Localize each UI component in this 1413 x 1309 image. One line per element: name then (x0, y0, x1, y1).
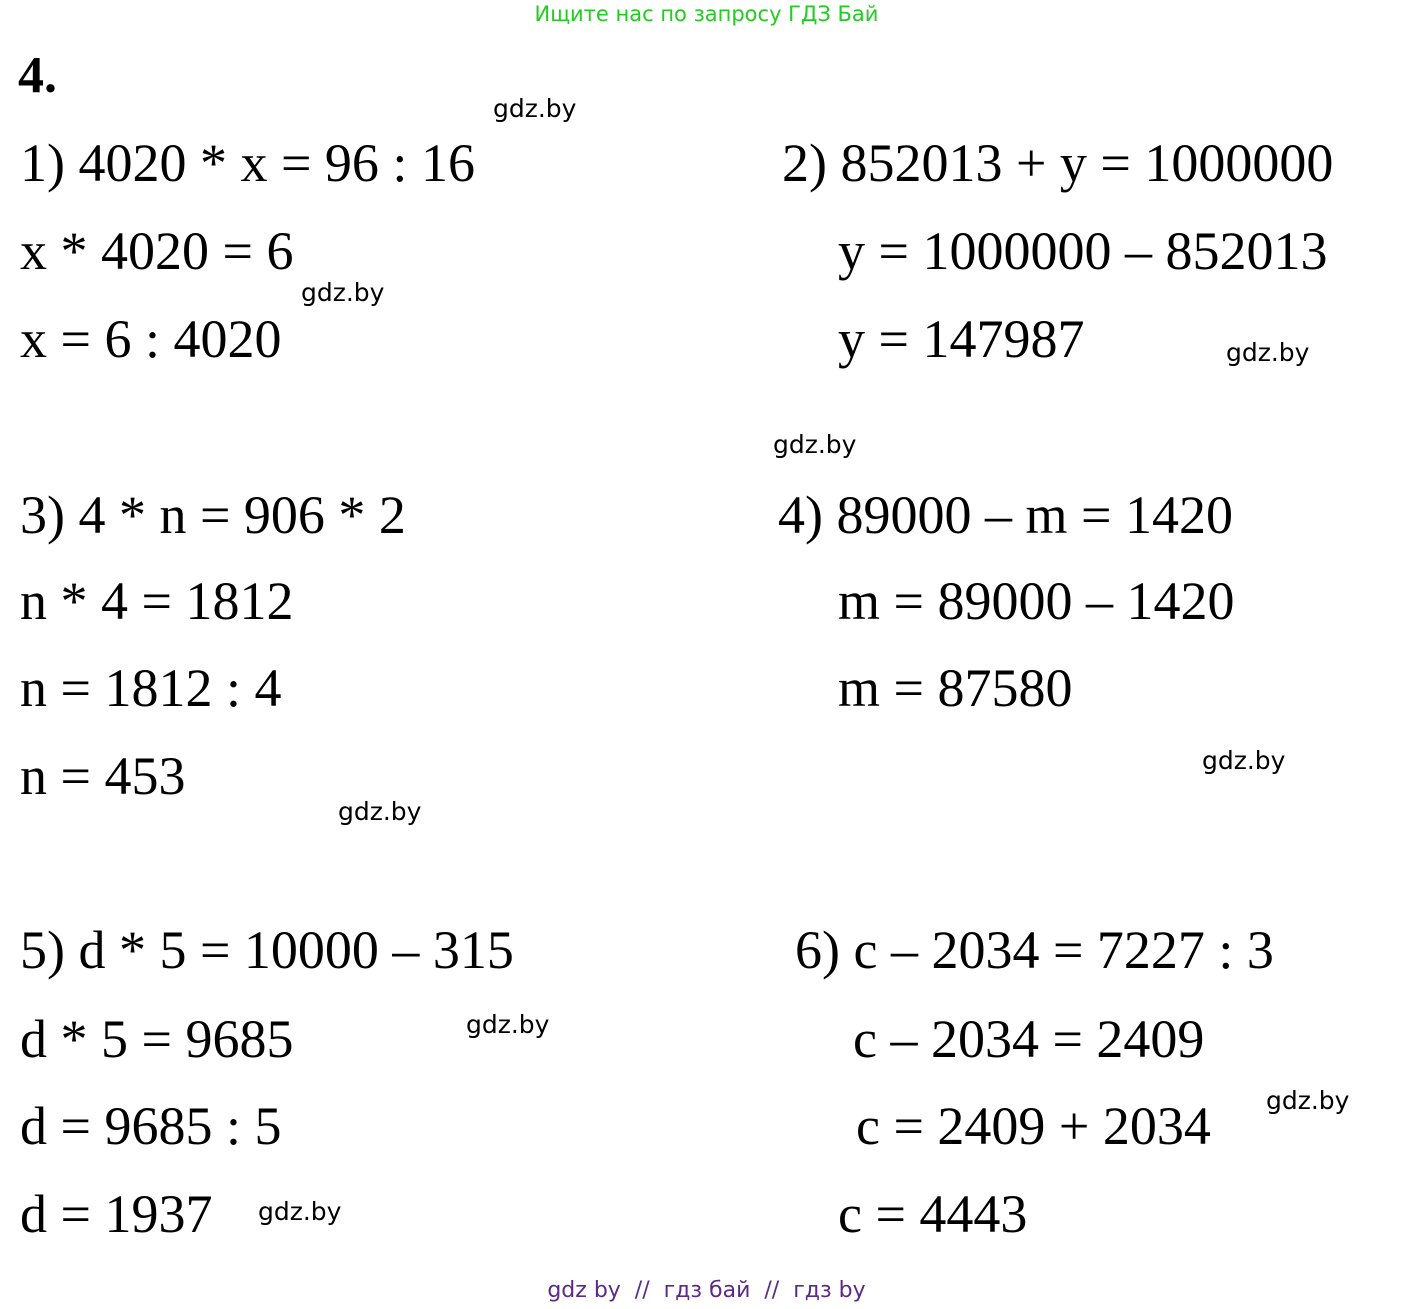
problem-4-line-3: m = 87580 (838, 658, 1073, 718)
problem-3-line-4: n = 453 (20, 746, 186, 806)
problem-3-line-1: 3) 4 * n = 906 * 2 (20, 485, 406, 545)
watermark: gdz.by (493, 94, 577, 123)
watermark: gdz.by (1202, 746, 1286, 775)
problem-1-line-3: x = 6 : 4020 (20, 309, 282, 369)
footer-links: gdz by // гдз бай // гдз by (547, 1278, 866, 1303)
watermark: gdz.by (338, 797, 422, 826)
problem-1-line-2: x * 4020 = 6 (20, 221, 294, 281)
watermark: gdz.by (1226, 338, 1310, 367)
problem-2-line-1: 2) 852013 + y = 1000000 (782, 133, 1334, 193)
problem-2-line-3: y = 147987 (838, 309, 1085, 369)
problem-4-line-1: 4) 89000 – m = 1420 (778, 485, 1233, 545)
problem-5-line-1: 5) d * 5 = 10000 – 315 (20, 920, 514, 980)
watermark: gdz.by (466, 1010, 550, 1039)
watermark: gdz.by (773, 430, 857, 459)
watermark: gdz.by (258, 1197, 342, 1226)
watermark: gdz.by (1266, 1086, 1350, 1115)
problem-5-line-2: d * 5 = 9685 (20, 1009, 294, 1069)
problem-5-line-4: d = 1937 (20, 1184, 213, 1244)
watermark: gdz.by (301, 278, 385, 307)
problem-4-line-2: m = 89000 – 1420 (838, 571, 1235, 631)
problem-6-line-3: c = 2409 + 2034 (856, 1096, 1211, 1156)
problem-3-line-3: n = 1812 : 4 (20, 658, 282, 718)
problem-2-line-2: y = 1000000 – 852013 (838, 221, 1328, 281)
problem-6-line-4: c = 4443 (838, 1184, 1028, 1244)
problem-6-line-2: c – 2034 = 2409 (853, 1009, 1205, 1069)
problem-6-line-1: 6) c – 2034 = 7227 : 3 (795, 920, 1274, 980)
problem-5-line-3: d = 9685 : 5 (20, 1096, 282, 1156)
problem-1-line-1: 1) 4020 * x = 96 : 16 (20, 133, 475, 193)
top-banner: Ищите нас по запросу ГДЗ Бай (534, 2, 879, 26)
problem-3-line-2: n * 4 = 1812 (20, 571, 294, 631)
task-number: 4. (18, 47, 57, 104)
